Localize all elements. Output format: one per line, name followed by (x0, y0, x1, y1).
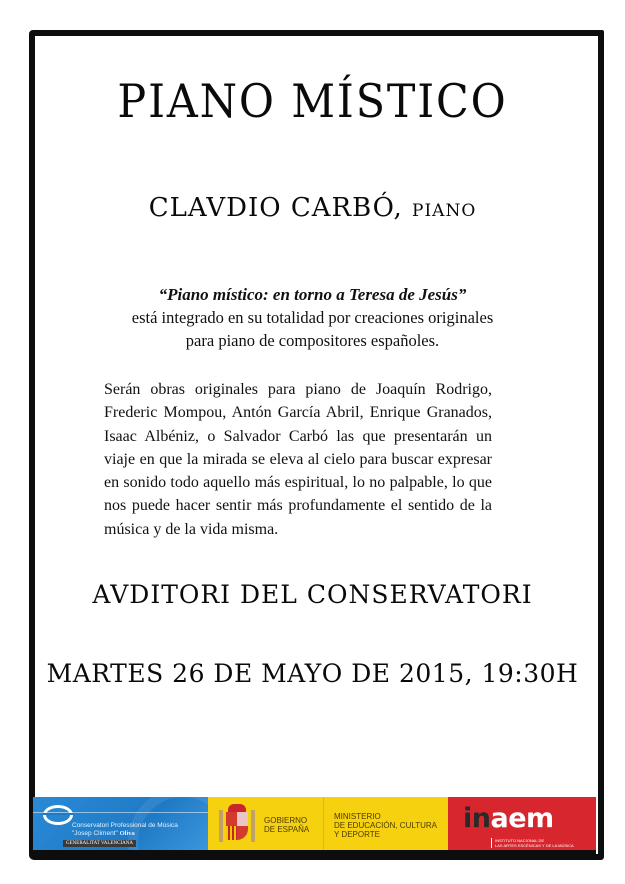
performer-role: PIANO (412, 201, 477, 221)
intro-line-1: está integrado en su totalidad por creaciones originales (131, 308, 494, 327)
coat-of-arms-icon (218, 804, 256, 846)
description-paragraph: Serán obras originales para piano de Joaquín Rodrigo, Frederic Mompou, Antón García Abril, Enrique Granados, Isaac Albéniz, o Salvador Carbó las que presentarán un viaje en que la mirada se eleva al cielo para buscar expresar en sonido todo aquello más espiritual, lo no palpable, lo que nos puede hacer sentir más profundamente el sentido de la música y de la vida misma. (104, 381, 492, 538)
ministerio-text: MINISTERIO DE EDUCACIÓN, CULTURA Y DEPORTE (334, 811, 437, 839)
inaem-subtitle: INSTITUTO NACIONAL DE LAS ARTES ESCÉNICAS Y DE LA MÚSICA (491, 838, 574, 848)
performer-line (0, 193, 625, 223)
generalitat-badge: GENERALITAT VALENCIANA (63, 840, 136, 847)
poster-title: PIANO MÍSTICO (117, 74, 508, 128)
program-title: “Piano místico: en torno a Teresa de Jesús” (158, 285, 467, 304)
poster-border-bottom (29, 850, 596, 855)
conservatori-logo (33, 797, 208, 853)
inaem-wordmark: inaem (463, 803, 554, 834)
intro-block (80, 283, 545, 352)
ministerio-logo (324, 797, 448, 853)
event-date: MARTES 26 DE MAYO DE 2015, 19:30H (46, 659, 579, 688)
inaem-logo (448, 797, 596, 853)
gobierno-text: GOBIERNO DE ESPAÑA (264, 816, 310, 834)
intro-line-2: para piano de compositores españoles. (185, 331, 440, 350)
sponsor-logos (33, 797, 596, 853)
venue: AVDITORI DEL CONSERVATORI (92, 580, 533, 609)
performer-name: CLAVDIO CARBÓ, (148, 193, 403, 223)
conservatori-name: Conservatori Professional de Música "Josep Climent" Oliva (72, 822, 178, 837)
gobierno-logo (208, 797, 324, 853)
conservatori-emblem-icon (43, 805, 73, 825)
